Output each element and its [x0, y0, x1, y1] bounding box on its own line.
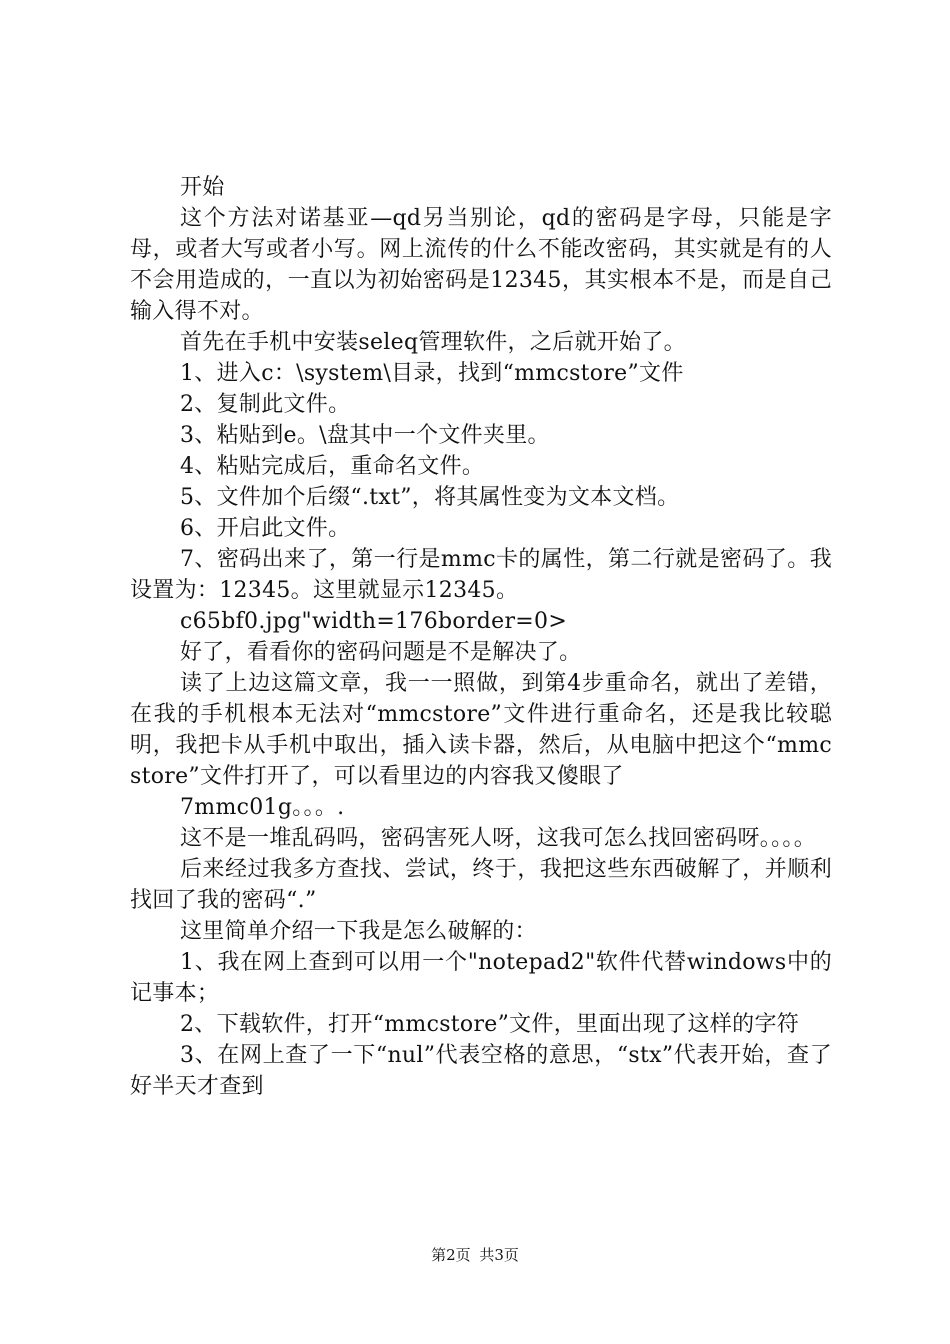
- page-footer: [0, 1244, 950, 1265]
- paragraph: 4、粘贴完成后，重命名文件。: [180, 454, 485, 479]
- page-number: 第2页: [431, 1246, 471, 1264]
- paragraph: 好了，看看你的密码问题是不是解决了。: [180, 640, 582, 665]
- paragraph: 首先在手机中安装seleq管理软件，之后就开始了。: [180, 330, 686, 355]
- paragraph: 2、复制此文件。: [180, 392, 351, 417]
- paragraph: 3、在网上查了一下“nul”代表空格的意思，“stx”代表开始，查了好半天才查到: [130, 1043, 832, 1099]
- paragraph: 2、下载软件，打开“mmcstore”文件，里面出现了这样的字符: [180, 1012, 800, 1037]
- paragraph: 开始: [180, 175, 225, 200]
- paragraph: 后来经过我多方查找、尝试，终于，我把这些东西破解了，并顺利找回了我的密码“.”: [130, 857, 832, 913]
- paragraph: 7mmc01g。。。.: [180, 795, 345, 820]
- paragraph: 6、开启此文件。: [180, 516, 351, 541]
- paragraph: 这里简单介绍一下我是怎么破解的：: [180, 919, 537, 944]
- paragraph: 5、文件加个后缀“.txt”，将其属性变为文本文档。: [180, 485, 680, 510]
- paragraph: 7、密码出来了，第一行是mmc卡的属性，第二行就是密码了。我设置为：12345。这里就显示12345。: [130, 547, 832, 603]
- paragraph: c65bf0.jpg"width=176border=0>: [180, 609, 568, 634]
- paragraph: 这个方法对诺基亚—qd另当别论，qd的密码是字母，只能是字母，或者大写或者小写。网上流传的什么不能改密码，其实就是有的人不会用造成的，一直以为初始密码是12345，其实根本不是，而是自己输入得不对。: [130, 206, 832, 324]
- page-total: 共3页: [479, 1246, 519, 1264]
- paragraph: 1、我在网上查到可以用一个"notepad2"软件代替windows中的记事本；: [130, 950, 832, 1006]
- document-body: [130, 172, 832, 1102]
- paragraph: 这不是一堆乱码吗，密码害死人呀，这我可怎么找回密码呀。。。。: [180, 826, 817, 851]
- paragraph: 读了上边这篇文章，我一一照做，到第4步重命名，就出了差错，在我的手机根本无法对“mmcstore”文件进行重命名，还是我比较聪明，我把卡从手机中取出，插入读卡器，然后，从电脑中把这个“mmcstore”文件打开了，可以看里边的内容我又傻眼了: [130, 671, 832, 789]
- paragraph: 3、粘贴到e。\盘其中一个文件夹里。: [180, 423, 550, 448]
- paragraph: 1、进入c：\system\目录，找到“mmcstore”文件: [180, 361, 684, 386]
